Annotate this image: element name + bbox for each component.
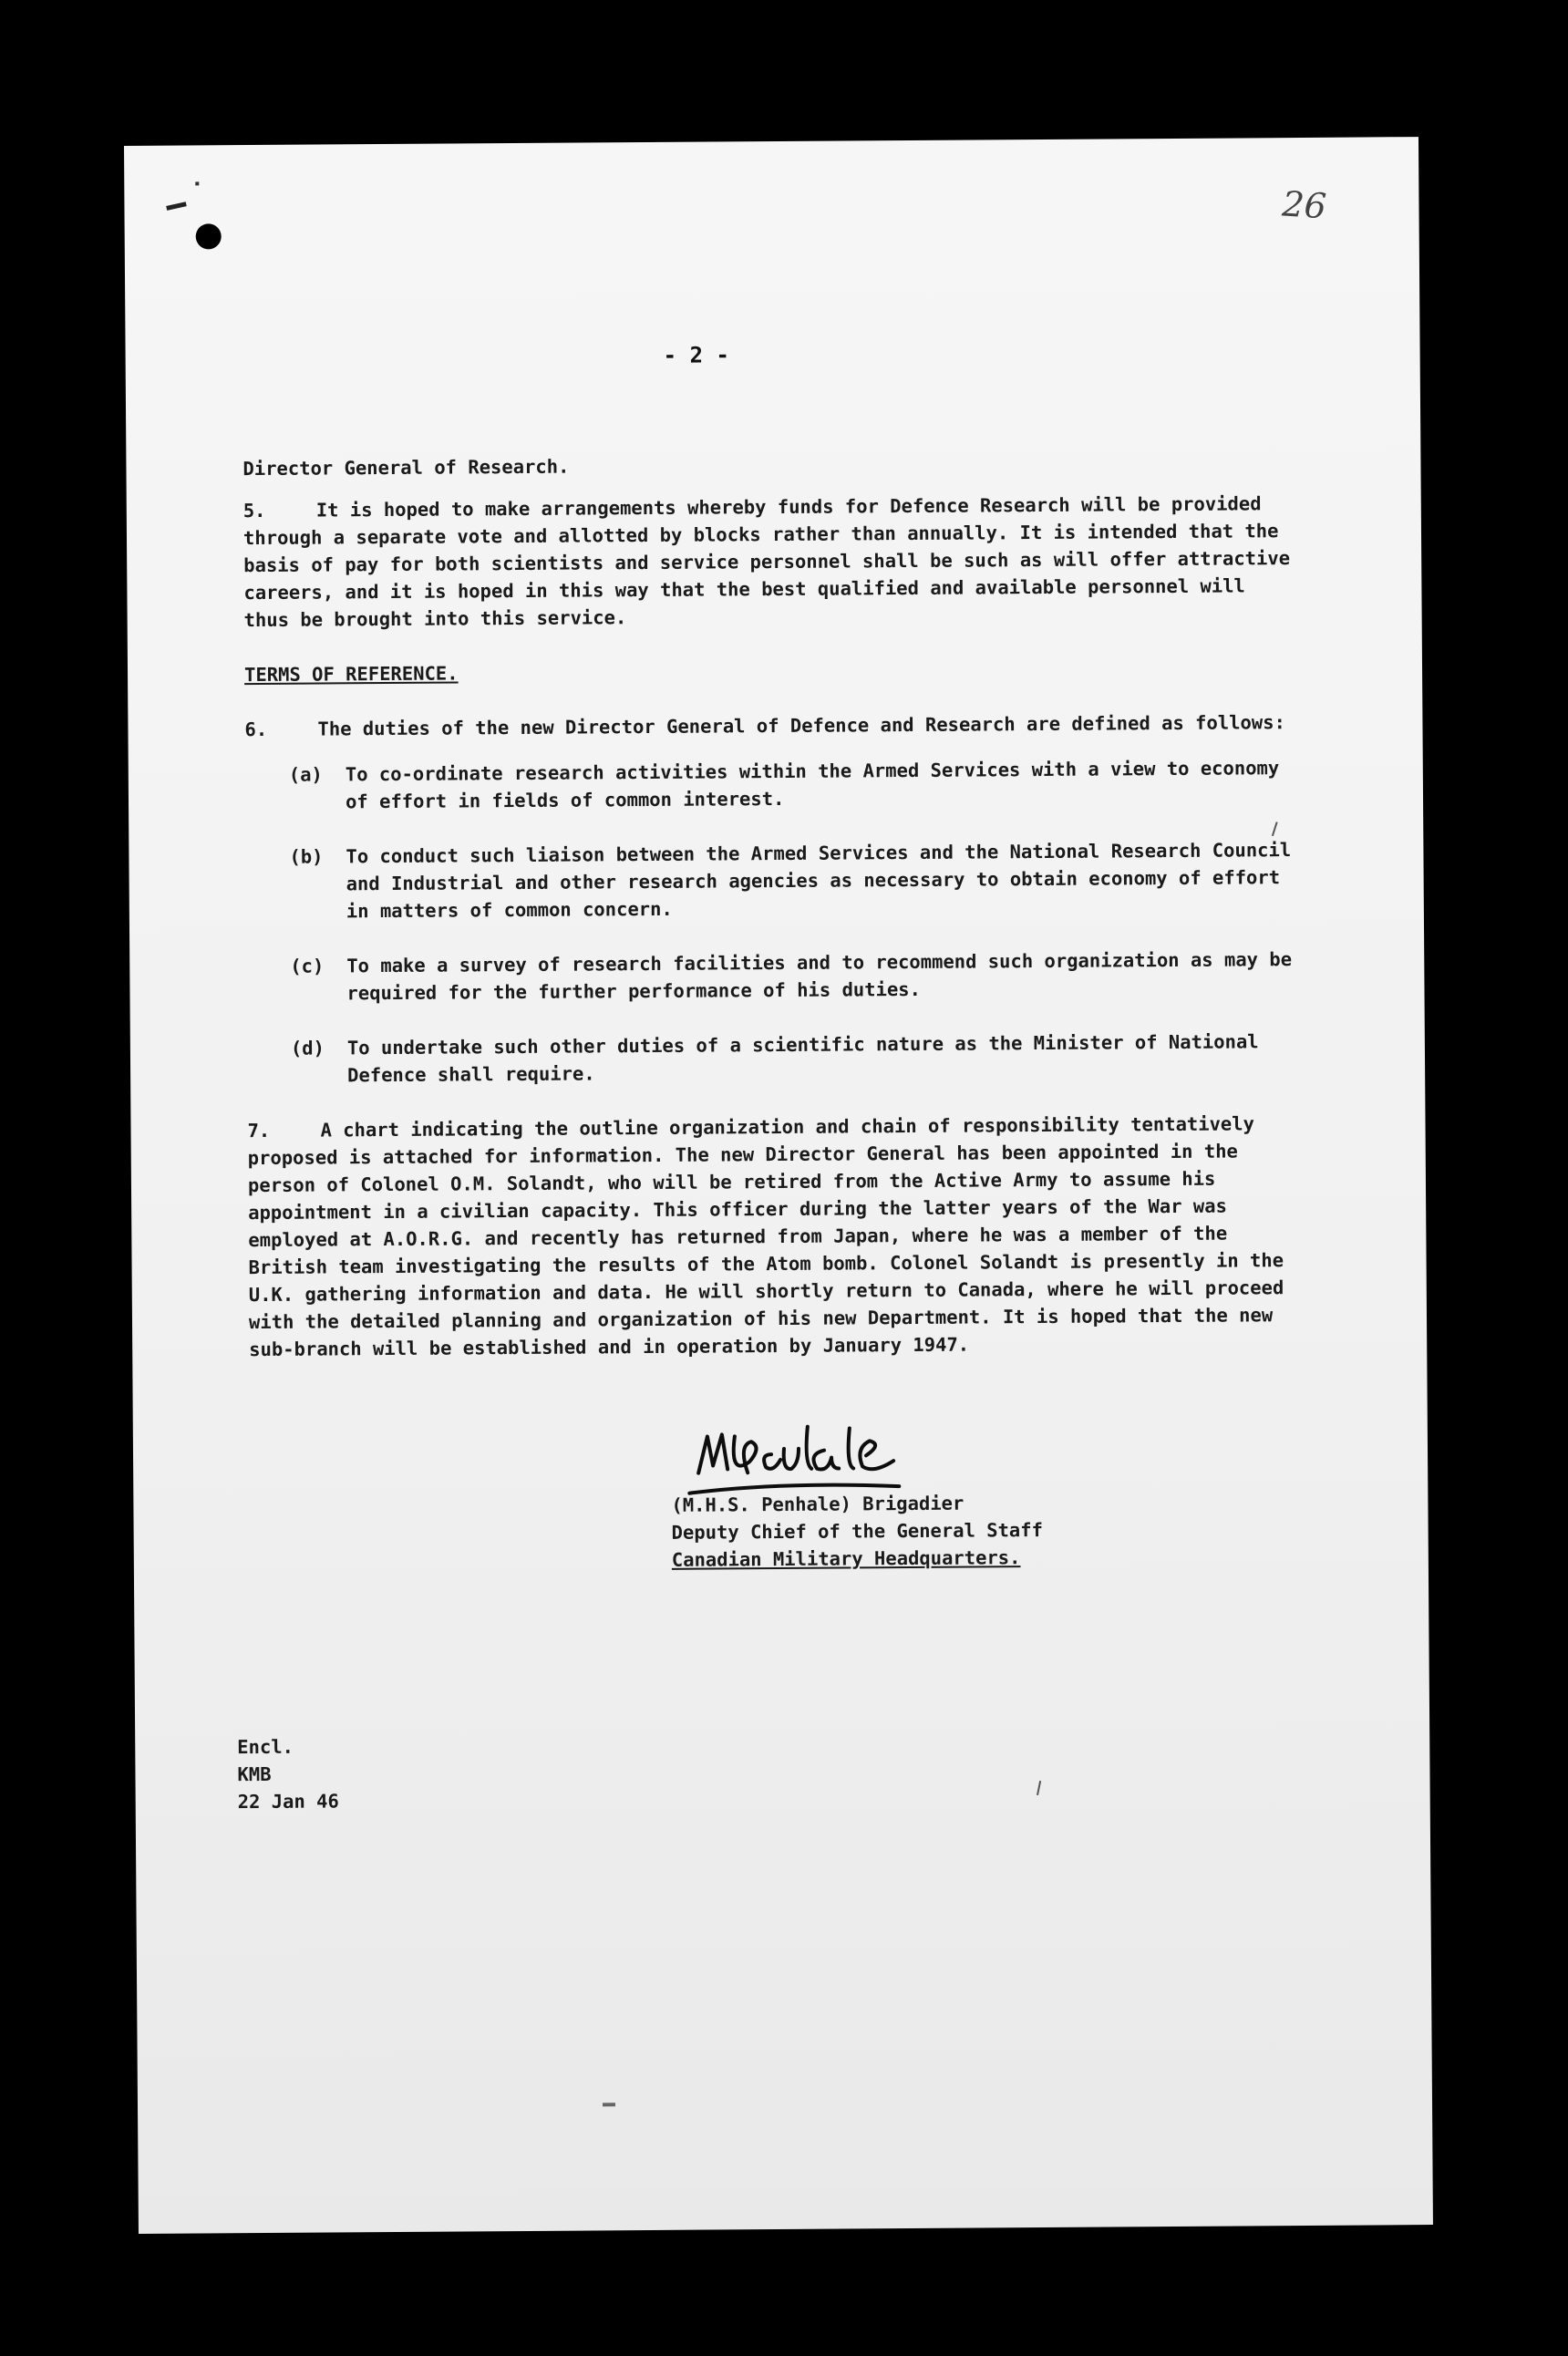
list-item	[289, 754, 1294, 816]
list-item	[289, 836, 1295, 925]
stray-mark	[603, 2103, 615, 2106]
document-date: 22 Jan 46	[237, 1790, 339, 1814]
section-heading	[244, 654, 1293, 688]
binder-hole-mark	[196, 223, 222, 249]
signatory-headquarters: Canadian Military Headquarters.	[671, 1546, 1021, 1571]
paragraph-number: 6.	[244, 718, 268, 741]
reference-block	[237, 1732, 339, 1815]
signature-block	[671, 1488, 1219, 1574]
punch-mark	[166, 202, 187, 211]
paragraph-text: It is hoped to make arrangements whereby funds for Defence Research will be provided through a separate vote and allotted by blocks rather than annually. It is intended that the basis of pay for both scientists and service personnel shall be such as will offer attractive careers, and it is hoped in this way that the best qualified and available personnel will thus be brought into this service.	[242, 492, 1291, 632]
terms-of-reference-heading: TERMS OF REFERENCE.	[243, 662, 459, 687]
signatory-title: Deputy Chief of the General Staff	[671, 1519, 1044, 1544]
item-text: To undertake such other duties of a scientific nature as the Minister of National Defence shall require.	[346, 1030, 1259, 1087]
list-item	[290, 946, 1295, 1008]
paragraph-number: 7.	[247, 1119, 271, 1142]
item-text: To co-ordinate research activities within the Armed Services with a view to economy of effort in fields of common interest.	[345, 757, 1280, 813]
paragraph-text: A chart indicating the outline organization and chain of responsibility tentatively proposed is attached for information. The new Director General has been appointed in the person of Colonel O.M. Solandt, who will be retired from the Active Army to assume his appointment in a civilian capacity. This officer during the latter years of the War was employed at A.O.R.G. and recently has returned from Japan, where he was a member of the British team investigating the results of the Atom bomb. Colonel Solandt is presently in the U.K. gathering information and data. He will shortly return to Canada, where he will proceed with the detailed planning and organization of his new Department. It is hoped that the new sub-branch will be established and in operation by January 1947.	[247, 1112, 1284, 1361]
paragraph-text: The duties of the new Director General of Defence and Research are defined as follows:	[317, 711, 1285, 740]
paragraph-6	[244, 708, 1293, 743]
opening-line: Director General of Research.	[242, 455, 570, 480]
folio-number: 26	[1281, 183, 1328, 227]
item-label: (a)	[288, 763, 323, 786]
item-label: (b)	[289, 845, 324, 868]
item-label: (d)	[290, 1037, 325, 1059]
stray-mark	[1037, 1781, 1041, 1795]
paragraph-number: 5.	[242, 499, 266, 522]
signatory-name: (M.H.S. Penhale) Brigadier	[671, 1492, 965, 1516]
list-item	[291, 1028, 1295, 1090]
enclosure-note: Encl.	[237, 1735, 294, 1759]
item-text: To conduct such liaison between the Armed Services and the National Research Council and Industrial and other research agencies as necessary to obtain economy of effort in matters of common concern.	[346, 839, 1292, 923]
paragraph-7	[247, 1110, 1297, 1363]
page-number: - 2 -	[663, 342, 729, 368]
typist-initials: KMB	[237, 1762, 272, 1786]
handwritten-signature	[671, 1408, 964, 1510]
punch-mark	[195, 181, 199, 185]
item-label: (c)	[290, 955, 325, 977]
paragraph-5	[243, 490, 1293, 634]
item-text: To make a survey of research facilities and to recommend such organization as may be required for the further performance of his duties.	[346, 948, 1293, 1005]
document-page	[124, 137, 1433, 2234]
letter-body	[242, 448, 1297, 1390]
duties-list	[289, 754, 1295, 1090]
